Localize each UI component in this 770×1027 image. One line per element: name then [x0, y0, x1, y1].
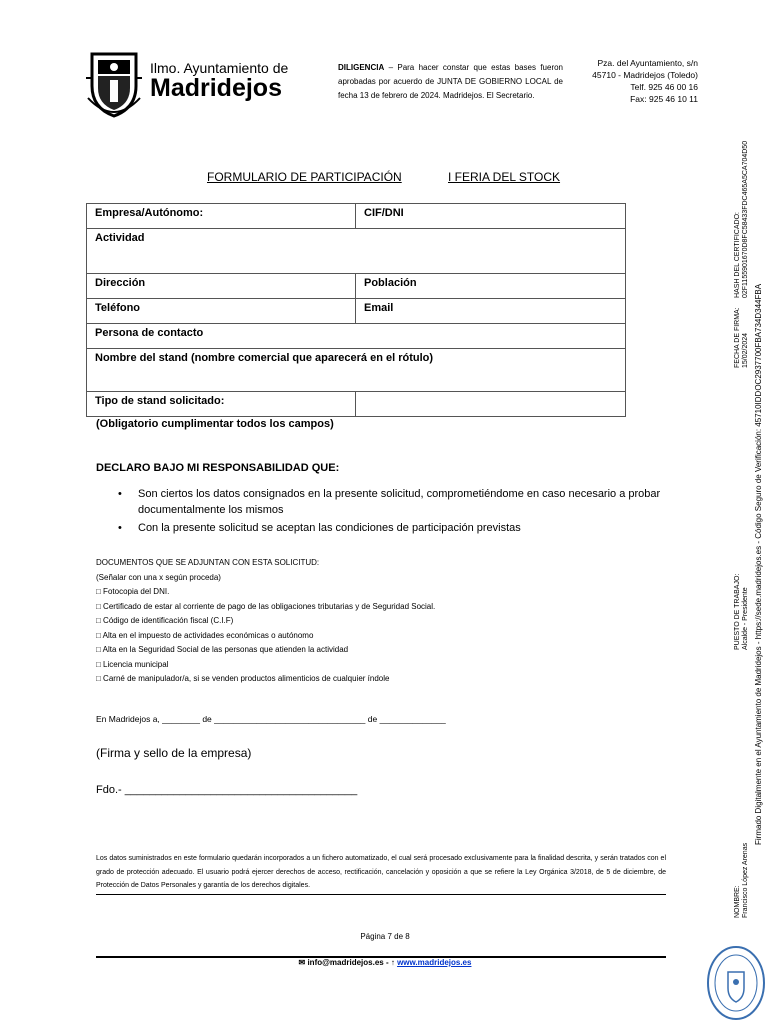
side-hash-value: 02F1155901670D8FC58433FDC465A5CA704D50: [742, 140, 749, 298]
footer-email[interactable]: info@madridejos.es: [307, 958, 384, 967]
document-checkbox-item[interactable]: □ Carné de manipulador/a, si se venden productos alimenticios de cualquier índole: [96, 674, 390, 683]
side-hash: [734, 141, 750, 298]
declaration-item: • Son ciertos los datos consignados en la presente solicitud, comprometiéndome en caso necesario a probar documentalmente los mismos: [118, 486, 673, 518]
signature-line: Fdo.- ______________________________________: [96, 784, 358, 796]
address-block: [578, 57, 698, 105]
address-line: Fax: 925 46 10 11: [630, 94, 698, 104]
tipo-stand-value[interactable]: [356, 392, 626, 417]
cif-field[interactable]: CIF/DNI: [356, 204, 626, 229]
actividad-field[interactable]: Actividad: [87, 229, 626, 274]
diligencia-label: DILIGENCIA: [338, 63, 385, 72]
stand-name-field[interactable]: Nombre del stand (nombre comercial que aparecerá en el rótulo): [87, 349, 626, 392]
logo-line-2: Madridejos: [150, 74, 282, 102]
documents-list: [96, 556, 435, 687]
declaration-list: [118, 486, 673, 538]
date-line: En Madridejos a, ________ de ________________________________ de ______________: [96, 714, 446, 724]
document-checkbox-item[interactable]: □ Alta en el impuesto de actividades económicas o autónomo: [96, 630, 314, 640]
side-nombre: [734, 843, 750, 918]
pointer-icon: ↑: [390, 958, 395, 967]
side-fecha-label: FECHA DE FIRMA:: [734, 307, 741, 368]
email-field[interactable]: Email: [356, 299, 626, 324]
documents-heading: DOCUMENTOS QUE SE ADJUNTAN CON ESTA SOLICITUD:: [96, 558, 320, 567]
contacto-field[interactable]: Persona de contacto: [87, 324, 626, 349]
privacy-notice: Los datos suministrados en este formulario quedarán incorporados a un fichero automatizado, el cual será procesado exclusivamente para la finalidad descrita, y serán tratados con el grado de protección adecuado. El usuario podrá ejercer derechos de acceso, rectificación, cancelación y oposición a que se refiere la Ley Orgánica 3/2018, de 5 de diciembre, de Protección de Datos Personales y garantía de los derechos digitales.: [96, 855, 666, 889]
document-checkbox-item[interactable]: □ Código de identificación fiscal (C.I.F): [96, 616, 234, 625]
side-puesto-value: Alcalde - Presidente: [742, 587, 749, 650]
empresa-field[interactable]: Empresa/Autónomo:: [87, 204, 356, 229]
footer-separator: -: [383, 958, 391, 967]
telefono-field[interactable]: Teléfono: [87, 299, 356, 324]
side-fecha-firma: [734, 307, 750, 368]
participation-form-table: [86, 203, 626, 417]
declaro-heading: DECLARO BAJO MI RESPONSABILIDAD QUE:: [96, 462, 340, 474]
signature-caption: (Firma y sello de la empresa): [96, 746, 252, 760]
address-line: 45710 - Madridejos (Toledo): [592, 70, 698, 80]
footer-web-link[interactable]: www.madridejos.es: [397, 958, 472, 967]
document-checkbox-item[interactable]: □ Licencia municipal: [96, 659, 169, 669]
document-checkbox-item[interactable]: □ Fotocopia del DNI.: [96, 587, 170, 596]
document-checkbox-item[interactable]: □ Certificado de estar al corriente de pago de las obligaciones tributarias y de Seguridad Social.: [96, 601, 436, 611]
diligencia-note: [338, 61, 563, 103]
side-hash-label: HASH DEL CERTIFICADO:: [734, 212, 741, 298]
direccion-field[interactable]: Dirección: [87, 274, 356, 299]
side-nombre-value: Francisco López Arenas: [742, 842, 749, 918]
form-title: FORMULARIO DE PARTICIPACIÓN: [207, 170, 402, 184]
envelope-icon: ✉: [298, 958, 306, 967]
declaration-item: • Con la presente solicitud se aceptan las condiciones de participación previstas: [118, 520, 673, 536]
page-number: Página 7 de 8: [360, 932, 410, 941]
side-puesto: [734, 574, 750, 650]
footer-contact: [0, 958, 770, 967]
official-seal-icon: [706, 944, 766, 1027]
municipal-crest-icon: [84, 48, 144, 125]
poblacion-field[interactable]: Población: [356, 274, 626, 299]
side-nombre-label: NOMBRE:: [734, 885, 741, 918]
logo-text: [150, 60, 288, 100]
divider: [96, 894, 666, 895]
side-fecha-value: 15/02/2024: [742, 332, 749, 368]
logo-line-1: Ilmo. Ayuntamiento de: [150, 60, 289, 76]
address-line: Pza. del Ayuntamiento, s/n: [597, 58, 698, 68]
side-puesto-label: PUESTO DE TRABAJO:: [734, 573, 741, 650]
tipo-stand-field[interactable]: Tipo de stand solicitado:: [87, 392, 356, 417]
documents-subheading: (Señalar con una x según proceda): [96, 572, 221, 582]
obligatorio-note: (Obligatorio cumplimentar todos los campos): [96, 418, 334, 430]
event-title: I FERIA DEL STOCK: [448, 170, 561, 184]
side-firmado: Firmado Digitalmente en el Ayuntamiento de Madridejos - https://sede.madridejos.es - Código Seguro de Verificación: 45710IDDOC2937700FBA734D344FBA: [754, 283, 763, 845]
address-line: Telf. 925 46 00 16: [630, 82, 698, 92]
document-checkbox-item[interactable]: □ Alta en la Seguridad Social de las personas que atienden la actividad: [96, 645, 349, 654]
diligencia-text: – Para hacer constar que estas bases fueron aprobadas por acuerdo de JUNTA DE GOBIERNO LOCAL de fecha 13 de febrero de 2024. Madridejos. El Secretario.: [338, 63, 563, 100]
